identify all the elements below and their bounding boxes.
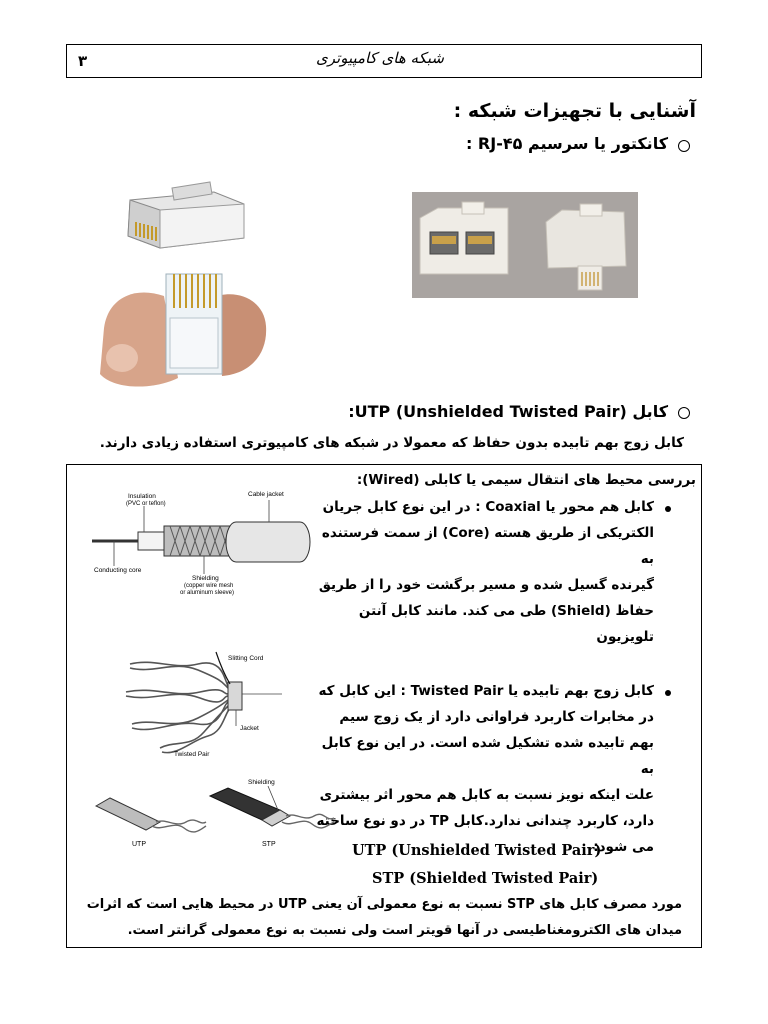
tp-line: علت اینکه نویز نسبت به کابل هم محور اثر بیشتری — [319, 787, 654, 803]
tp-twisted-label: Twisted Pair — [174, 751, 210, 758]
tp-jacket-label: Jacket — [240, 725, 259, 732]
stp-shielding-label: Shielding — [248, 779, 275, 786]
closing-paragraph — [62, 892, 682, 944]
coax-cable-diagram — [84, 484, 314, 608]
type-stp: STP (Shielded Twisted Pair) — [372, 870, 599, 887]
coax-shielding-sub: (copper wire mesh — [184, 583, 234, 589]
circle-bullet-icon — [678, 140, 690, 152]
coax-core-label: Conducting core — [94, 567, 142, 574]
type-utp: UTP (Unshielded Twisted Pair) — [352, 842, 602, 859]
section-title: آشنایی با تجهیزات شبکه : — [453, 100, 696, 122]
utp-stp-diagram — [90, 776, 340, 850]
rj45-connector-photo — [94, 178, 274, 394]
coax-paragraph — [314, 494, 654, 650]
tp-slitting-label: Slitting Cord — [228, 655, 264, 662]
coax-jacket-label: Cable jacket — [248, 491, 284, 498]
tp-paragraph — [314, 678, 654, 860]
coax-shielding-label: Shielding — [192, 575, 219, 582]
stp-caption: STP — [262, 841, 276, 848]
page-number: ۳ — [78, 52, 88, 70]
coax-shielding-sub: or aluminum sleeve) — [180, 590, 235, 596]
utp-description: کابل زوج بهم تابیده بدون حفاظ که معمولا در شبکه های کامپیوتری استفاده زیادی دارند. — [99, 435, 684, 451]
utp-label: کابل UTP (Unshielded Twisted Pair): — [348, 402, 668, 421]
closing-line: مورد مصرف کابل های STP نسبت به نوع معمولی آن یعنی UTP در محیط هایی است که اثرات — [86, 897, 682, 912]
bullet-dot-icon — [665, 690, 671, 696]
coax-line: گیرنده گسیل شده و مسیر برگشت خود را از طریق — [318, 577, 654, 593]
rj45-label: کانکتور یا سرسیم RJ-۴۵ : — [465, 134, 668, 153]
tp-line: می شود: — [593, 839, 654, 855]
coax-line: تلویزیون — [596, 629, 654, 645]
rj45-splitter-photo — [412, 192, 638, 298]
tp-line: بهم تابیده شده تشکیل شده است. در این نوع کابل به — [321, 735, 654, 777]
tp-line: کابل زوج بهم تابیده یا Twisted Pair : این کابل که — [318, 683, 654, 699]
wired-heading: بررسی محیط های انتقال سیمی یا کابلی (Wired): — [356, 472, 696, 488]
twisted-pair-diagram — [124, 644, 284, 760]
coax-line: کابل هم محور یا Coaxial : در این نوع کابل جریان — [322, 499, 654, 515]
header-title: شبکه های کامپیوتری — [316, 49, 444, 67]
coax-insulation-label: Insulation — [128, 493, 156, 500]
coax-insulation-sub: (PVC or teflon) — [126, 501, 166, 507]
circle-bullet-icon — [678, 407, 690, 419]
closing-line: میدان های الکترومغناطیسی در آنها قویتر است ولی نسبت به نوع معمولی گرانتر است. — [127, 923, 682, 938]
coax-line: الکتریکی از طریق هسته (Core) از سمت فرستنده به — [321, 525, 654, 567]
tp-line: در مخابرات کاربرد فراوانی دارد از یک زوج سیم — [339, 709, 654, 725]
utp-caption: UTP — [132, 841, 146, 848]
coax-line: حفاظ (Shield) طی می کند. مانند کابل آنتن — [358, 603, 654, 619]
tp-line: دارد، کاربرد چندانی ندارد.کابل TP در دو نوع ساخته — [316, 813, 654, 829]
bullet-dot-icon — [665, 506, 671, 512]
